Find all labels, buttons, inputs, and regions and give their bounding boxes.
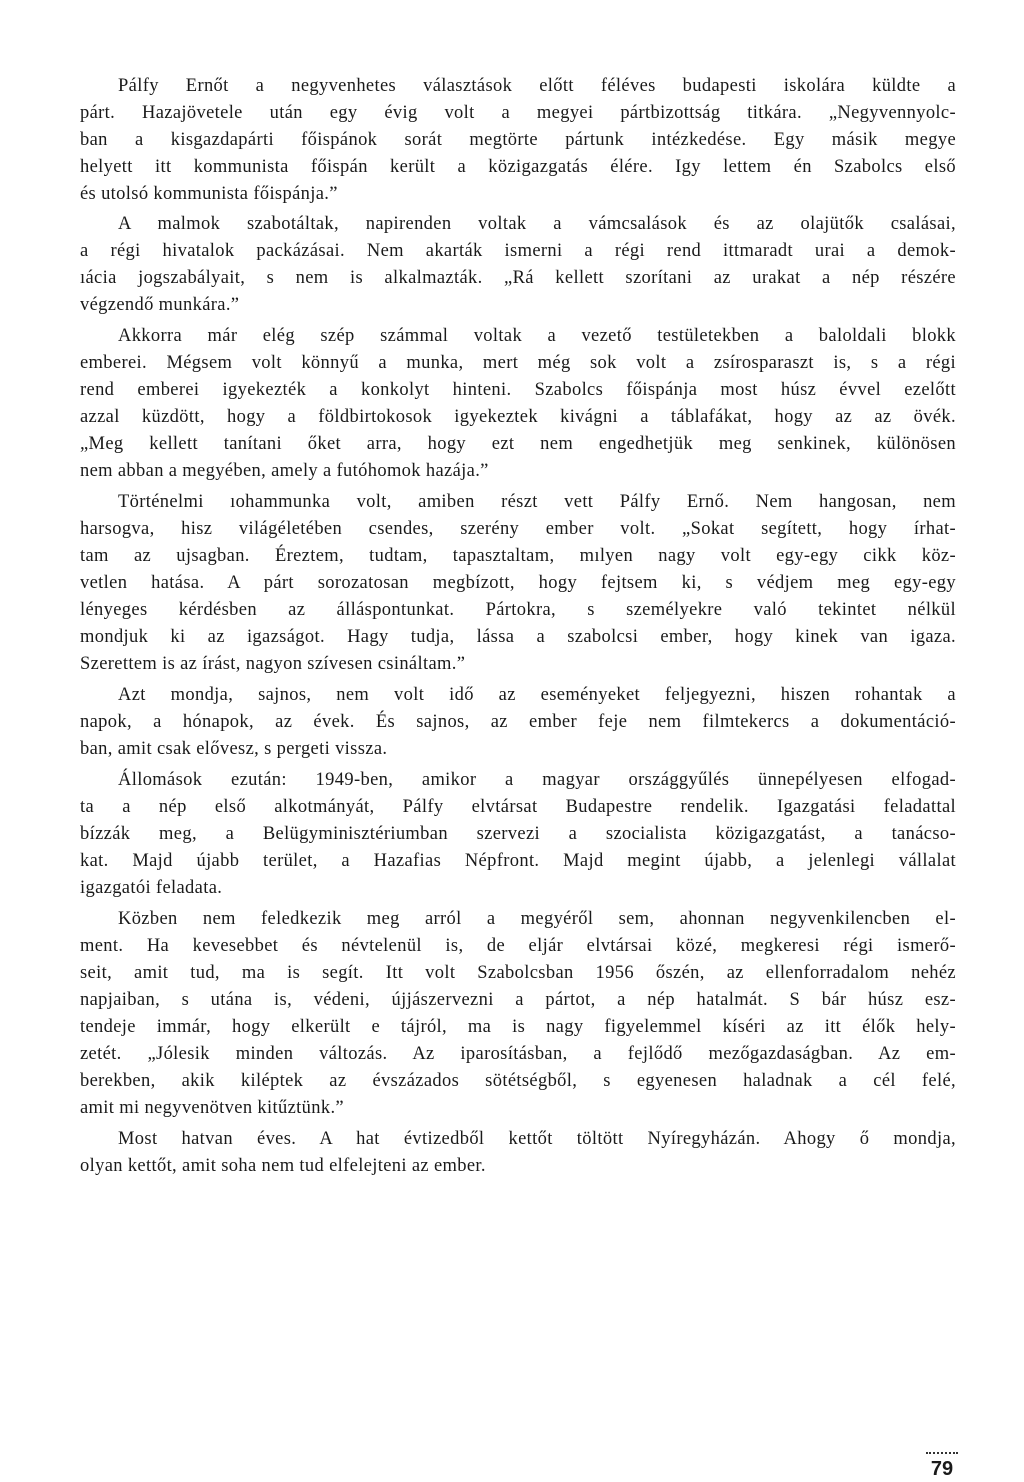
text-line: Történelmi ıohammunka volt, amiben részt vett Pálfy Ernő. Nem hangosan, nem	[118, 492, 956, 512]
text-line: napjaiban, s utána is, védeni, újjászervezni a pártot, a nép hatalmát. S bár húsz esz-	[80, 990, 956, 1010]
text-line: ment. Ha kevesebbet és névtelenül is, de eljár elvtársai közé, megkeresi régi ismerő-	[80, 936, 956, 956]
page-number-rule	[926, 1452, 958, 1454]
text-line: bízzák meg, a Belügyminisztériumban szervezi a szocialista közigazgatást, a tanácso-	[80, 824, 956, 844]
text-line: emberei. Mégsem volt könnyű a munka, mert még sok volt a zsírosparaszt is, s a régi	[80, 353, 956, 373]
text-line: nem abban a megyében, amely a futóhomok hazája.”	[80, 461, 489, 481]
text-line: párt. Hazajövetele után egy évig volt a megyei pártbizottság titkára. „Negyvennyolc-	[80, 103, 956, 123]
text-line: és utolsó kommunista főispánja.”	[80, 184, 338, 204]
text-line: napok, a hónapok, az évek. És sajnos, az ember feje nem filmtekercs a dokumentáció-	[80, 712, 956, 732]
text-line: kat. Majd újabb terület, a Hazafias Népfront. Majd megint újabb, a jelenlegi vállalat	[80, 851, 956, 871]
text-line: Pálfy Ernőt a negyvenhetes választások előtt féléves budapesti iskolára küldte a	[118, 76, 956, 96]
text-line: végzendő munkára.”	[80, 295, 240, 315]
text-line: Közben nem feledkezik meg arról a megyéről sem, ahonnan negyvenkilencben el-	[118, 909, 956, 929]
text-line: amit mi negyvenötven kitűztünk.”	[80, 1098, 344, 1118]
text-line: igazgatói feladata.	[80, 878, 223, 898]
text-line: ban a kisgazdapárti főispánok sorát megtörte pártunk intézkedése. Egy másik megye	[80, 130, 956, 150]
text-line: a régi hivatalok packázásai. Nem akarták ismerni a régi rend ittmaradt urai a demok-	[80, 241, 956, 261]
text-line: Azt mondja, sajnos, nem volt idő az eseményeket feljegyezni, hiszen rohantak a	[118, 685, 956, 705]
text-line: rend emberei igyekezték a konkolyt hinteni. Szabolcs főispánja most húsz évvel ezelőtt	[80, 380, 956, 400]
text-line: tam az ujsagban. Éreztem, tudtam, tapasztaltam, mılyen nagy volt egy-egy cikk köz-	[80, 546, 956, 566]
text-line: tendeje immár, hogy elkerült e tájról, ma is nagy figyelemmel kíséri az itt élők hely-	[80, 1017, 956, 1037]
text-line: Szerettem is az írást, nagyon szívesen csináltam.”	[80, 654, 466, 674]
text-line: olyan kettőt, amit soha nem tud elfelejteni az ember.	[80, 1156, 486, 1176]
text-line: helyett itt kommunista főispán került a közigazgatás élére. Igy lettem én Szabolcs első	[80, 157, 956, 177]
text-line: vetlen hatása. A párt sorozatosan megbízott, hogy fejtsem ki, s védjem meg egy-egy	[80, 573, 956, 593]
text-line: A malmok szabotáltak, napirenden voltak a vámcsalások és az olajütők csalásai,	[118, 214, 956, 234]
text-line: ban, amit csak elővesz, s pergeti vissza.	[80, 739, 388, 759]
page-number: 79	[930, 1458, 954, 1480]
text-line: „Meg kellett tanítani őket arra, hogy ezt nem engedhetjük meg senkinek, különösen	[80, 434, 956, 454]
text-line: mondjuk ki az igazságot. Hagy tudja, lássa a szabolcsi ember, hogy kinek van igaza.	[80, 627, 956, 647]
text-line: azzal küzdött, hogy a földbirtokosok igyekeztek kivágni a táblafákat, hogy az az övék.	[80, 407, 956, 427]
text-line: seit, amit tud, ma is segít. Itt volt Szabolcsban 1956 őszén, az ellenforradalom nehéz	[80, 963, 956, 983]
text-line: berekben, akik kiléptek az évszázados sötétségből, s egyenesen haladnak a cél felé,	[80, 1071, 956, 1091]
text-line: Most hatvan éves. A hat évtizedből kettőt töltött Nyíregyházán. Ahogy ő mondja,	[118, 1129, 956, 1149]
text-line: ıácia jogszabályait, s nem is alkalmazták. „Rá kellett szorítani az urakat a nép részére	[80, 268, 956, 288]
text-line: ta a nép első alkotmányát, Pálfy elvtársat Budapestre rendelik. Igazgatási feladattal	[80, 797, 956, 817]
text-line: zetét. „Jólesik minden változás. Az iparosításban, a fejlődő mezőgazdaságban. Az em-	[80, 1044, 956, 1064]
text-line: lényeges kérdésben az álláspontunkat. Pártokra, s személyekre való tekintet nélkül	[80, 600, 956, 620]
text-line: harsogva, hisz világéletében csendes, szerény ember volt. „Sokat segített, hogy írhat-	[80, 519, 956, 539]
text-line: Állomások ezután: 1949-ben, amikor a magyar országgyűlés ünnepélyesen elfogad-	[118, 770, 956, 790]
text-line: Akkorra már elég szép számmal voltak a vezető testületekben a baloldali blokk	[118, 326, 956, 346]
